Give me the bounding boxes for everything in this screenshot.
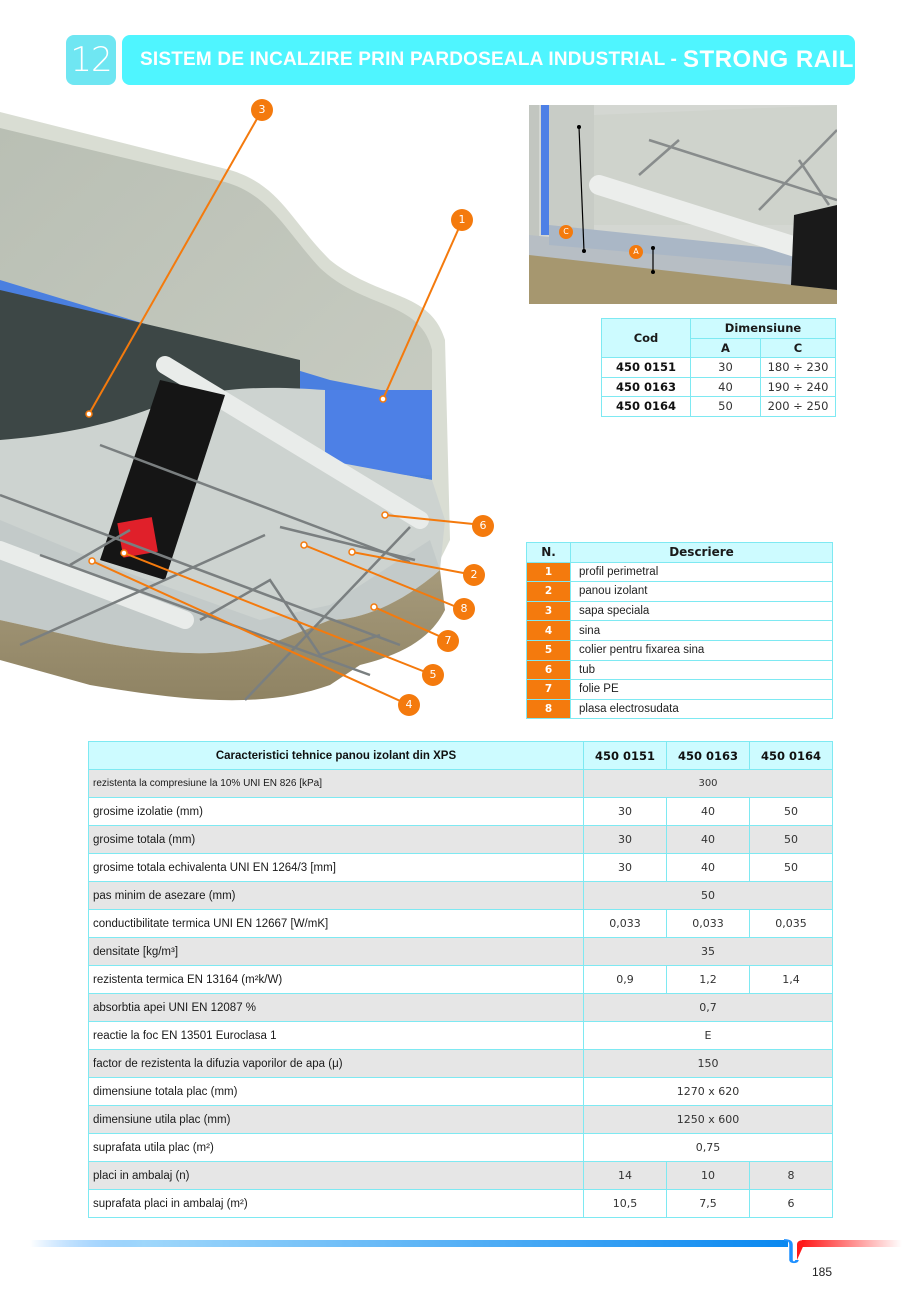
- table-row: [527, 582, 833, 602]
- dimension-label-c: C: [559, 225, 573, 239]
- spec-value: 40: [667, 826, 750, 854]
- spec-label: rezistenta la compresiune la 10% UNI EN 826 [kPa]: [89, 770, 584, 798]
- table-row: [89, 1078, 833, 1106]
- page-number: 185: [812, 1265, 833, 1279]
- spec-label: grosime izolatie (mm): [89, 798, 584, 826]
- item-description: folie PE: [571, 680, 833, 700]
- table-row: [602, 377, 836, 397]
- description-table: [526, 542, 833, 719]
- cell-code: 450 0163: [602, 377, 691, 397]
- item-number: 8: [527, 699, 571, 719]
- table-row: [602, 358, 836, 378]
- item-description: sina: [571, 621, 833, 641]
- spec-value: 0,033: [667, 910, 750, 938]
- spec-value: 14: [584, 1162, 667, 1190]
- item-description: sapa speciala: [571, 601, 833, 621]
- spec-value: 150: [584, 1050, 833, 1078]
- cell-c: 180 ÷ 230: [761, 358, 836, 378]
- col-header-code-1: 450 0151: [584, 742, 667, 770]
- table-row: [89, 1190, 833, 1218]
- spec-value: 40: [667, 798, 750, 826]
- spec-value: 1250 x 600: [584, 1106, 833, 1134]
- page-title: SISTEM DE INCALZIRE PRIN PARDOSEALA INDUSTRIAL -: [140, 49, 678, 70]
- spec-value: 0,035: [750, 910, 833, 938]
- table-row: [89, 1106, 833, 1134]
- spec-value: 50: [750, 826, 833, 854]
- table-row: [527, 699, 833, 719]
- spec-label: densitate [kg/m³]: [89, 938, 584, 966]
- item-description: plasa electrosudata: [571, 699, 833, 719]
- cell-a: 30: [691, 358, 761, 378]
- spec-label: placi in ambalaj (n): [89, 1162, 584, 1190]
- spec-value: 0,7: [584, 994, 833, 1022]
- col-header-a: A: [691, 338, 761, 358]
- spec-label: reactie la foc EN 13501 Euroclasa 1: [89, 1022, 584, 1050]
- table-row: [89, 882, 833, 910]
- item-number: 6: [527, 660, 571, 680]
- spec-label: dimensiune totala plac (mm): [89, 1078, 584, 1106]
- item-number: 1: [527, 562, 571, 582]
- item-description: profil perimetral: [571, 562, 833, 582]
- col-header-code-2: 450 0163: [667, 742, 750, 770]
- col-header-code-3: 450 0164: [750, 742, 833, 770]
- page-title-band: [122, 35, 855, 85]
- spec-value: E: [584, 1022, 833, 1050]
- callout-layer: [0, 95, 500, 720]
- spec-value: 0,033: [584, 910, 667, 938]
- table-row: [89, 1134, 833, 1162]
- col-header-c: C: [761, 338, 836, 358]
- spec-value: 1270 x 620: [584, 1078, 833, 1106]
- cell-c: 200 ÷ 250: [761, 397, 836, 417]
- spec-value: 7,5: [667, 1190, 750, 1218]
- item-number: 7: [527, 680, 571, 700]
- spec-label: absorbtia apei UNI EN 12087 %: [89, 994, 584, 1022]
- callout-2: 2: [463, 564, 485, 586]
- table-row: [89, 1022, 833, 1050]
- table-row: [527, 621, 833, 641]
- spec-label: factor de rezistenta la difuzia vaporilor de apa (μ): [89, 1050, 584, 1078]
- spec-value: 30: [584, 854, 667, 882]
- spec-value: 40: [667, 854, 750, 882]
- col-header-dimensiune: Dimensiune: [691, 319, 836, 339]
- callout-7: 7: [437, 630, 459, 652]
- spec-label: dimensiune utila plac (mm): [89, 1106, 584, 1134]
- cell-a: 50: [691, 397, 761, 417]
- table-row: [602, 397, 836, 417]
- table-row: [89, 910, 833, 938]
- dimension-table: [601, 318, 836, 417]
- table-row: [89, 938, 833, 966]
- cell-a: 40: [691, 377, 761, 397]
- col-header-number: N.: [527, 543, 571, 563]
- cell-c: 190 ÷ 240: [761, 377, 836, 397]
- spec-label: suprafata placi in ambalaj (m²): [89, 1190, 584, 1218]
- item-description: tub: [571, 660, 833, 680]
- spec-table-title: Caracteristici tehnice panou izolant din XPS: [89, 742, 584, 770]
- cell-code: 450 0151: [602, 358, 691, 378]
- spec-label: conductibilitate termica UNI EN 12667 [W/mK]: [89, 910, 584, 938]
- spec-value: 30: [584, 826, 667, 854]
- callout-6: 6: [472, 515, 494, 537]
- callout-5: 5: [422, 664, 444, 686]
- spec-value: 50: [584, 882, 833, 910]
- technical-specs-table: [88, 741, 833, 1218]
- spec-value: 50: [750, 854, 833, 882]
- item-number: 3: [527, 601, 571, 621]
- table-row: [527, 680, 833, 700]
- callout-3: 3: [251, 99, 273, 121]
- table-row: [89, 798, 833, 826]
- spec-value: 300: [584, 770, 833, 798]
- table-row: [527, 640, 833, 660]
- spec-value: 0,9: [584, 966, 667, 994]
- spec-value: 50: [750, 798, 833, 826]
- spec-value: 10,5: [584, 1190, 667, 1218]
- item-number: 5: [527, 640, 571, 660]
- table-row: [89, 770, 833, 798]
- callout-1: 1: [451, 209, 473, 231]
- table-row: [527, 562, 833, 582]
- spec-label: rezistenta termica EN 13164 (m²k/W): [89, 966, 584, 994]
- item-description: colier pentru fixarea sina: [571, 640, 833, 660]
- table-row: [89, 1050, 833, 1078]
- item-number: 4: [527, 621, 571, 641]
- table-row: [527, 601, 833, 621]
- spec-value: 30: [584, 798, 667, 826]
- chapter-number: 12: [66, 35, 116, 85]
- spec-label: grosime totala (mm): [89, 826, 584, 854]
- item-number: 2: [527, 582, 571, 602]
- spec-label: suprafata utila plac (m²): [89, 1134, 584, 1162]
- spec-value: 8: [750, 1162, 833, 1190]
- callout-8: 8: [453, 598, 475, 620]
- spec-label: grosime totala echivalenta UNI EN 1264/3 [mm]: [89, 854, 584, 882]
- table-row: [89, 854, 833, 882]
- table-row: [89, 1162, 833, 1190]
- callout-4: 4: [398, 694, 420, 716]
- table-row: [527, 660, 833, 680]
- col-header-code: Cod: [602, 319, 691, 358]
- spec-value: 35: [584, 938, 833, 966]
- page-title-highlight: STRONG RAIL: [683, 46, 854, 73]
- spec-value: 10: [667, 1162, 750, 1190]
- spec-value: 6: [750, 1190, 833, 1218]
- table-row: [89, 994, 833, 1022]
- col-header-descriere: Descriere: [571, 543, 833, 563]
- spec-value: 1,2: [667, 966, 750, 994]
- cell-code: 450 0164: [602, 397, 691, 417]
- spec-label: pas minim de asezare (mm): [89, 882, 584, 910]
- dimension-label-a: A: [629, 245, 643, 259]
- spec-value: 1,4: [750, 966, 833, 994]
- spec-value: 0,75: [584, 1134, 833, 1162]
- table-row: [89, 826, 833, 854]
- item-description: panou izolant: [571, 582, 833, 602]
- dimension-detail-image: [529, 105, 837, 304]
- footer-pipe-bar: [0, 1240, 920, 1260]
- table-row: [89, 966, 833, 994]
